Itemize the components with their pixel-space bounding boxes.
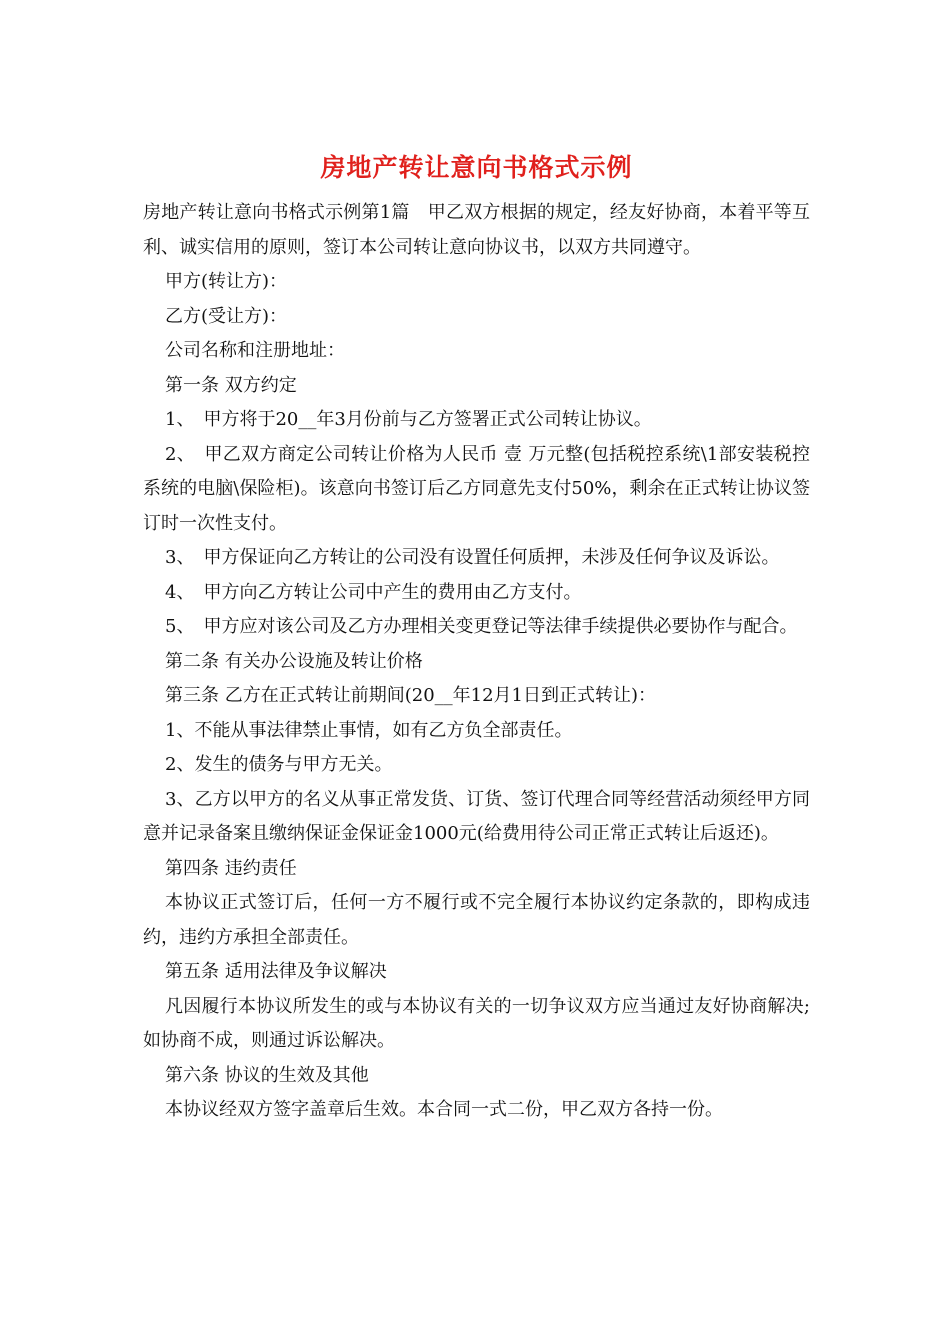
paragraph-7: 2、 甲乙双方商定公司转让价格为人民币 壹 万元整(包括税控系统\1部安装税控系统的电脑\保险柜)。该意向书签订后乙方同意先支付50%，剩余在正式转让协议签订时一次性支付。 (143, 443, 810, 534)
paragraph-6: 1、 甲方将于20__年3月份前与乙方签署正式公司转让协议。 (165, 409, 652, 430)
paragraph-2: 甲方(转让方)： (165, 271, 288, 292)
paragraph-19: 凡因履行本协议所发生的或与本协议有关的一切争议双方应当通过友好协商解决;如协商不成，则通过诉讼解决。 (143, 995, 810, 1051)
paragraph-3: 乙方(受让方)： (165, 305, 288, 327)
section-heading-6: 第六条 协议的生效及其他 (165, 1064, 369, 1086)
document-body (143, 196, 810, 1128)
paragraph-21: 本协议经双方签字盖章后生效。本合同一式二份，甲乙双方各持一份。 (165, 1099, 723, 1120)
paragraph-9: 4、 甲方向乙方转让公司中产生的费用由乙方支付。 (165, 581, 582, 603)
paragraph-1: 房地产转让意向书格式示例第1篇 甲乙双方根据的规定，经友好协商，本着平等互利、诚实信用的原则，签订本公司转让意向协议书，以双方共同遵守。 (143, 202, 810, 258)
paragraph-17: 本协议正式签订后，任何一方不履行或不完全履行本协议约定条款的，即构成违约，违约方承担全部责任。 (143, 892, 810, 948)
paragraph-13: 1、不能从事法律禁止事情，如有乙方负全部责任。 (165, 719, 573, 741)
section-heading-2: 第二条 有关办公设施及转让价格 (165, 650, 423, 672)
paragraph-8: 3、 甲方保证向乙方转让的公司没有设置任何质押，未涉及任何争议及诉讼。 (165, 547, 780, 568)
paragraph-10: 5、 甲方应对该公司及乙方办理相关变更登记等法律手续提供必要协作与配合。 (165, 616, 798, 637)
section-heading-5: 第五条 适用法律及争议解决 (165, 961, 387, 982)
paragraph-15: 3、乙方以甲方的名义从事正常发货、订货、签订代理合同等经营活动须经甲方同意并记录备案且缴纳保证金保证金1000元(给费用待公司正常正式转让后返还)。 (143, 788, 810, 844)
section-heading-1: 第一条 双方约定 (165, 374, 297, 396)
section-heading-3: 第三条 乙方在正式转让前期间(20__年12月1日到正式转让)： (165, 685, 657, 706)
document-title: 房地产转让意向书格式示例 (320, 153, 633, 182)
section-heading-4: 第四条 违约责任 (165, 857, 297, 879)
paragraph-4: 公司名称和注册地址： (165, 340, 345, 361)
paragraph-14: 2、发生的债务与甲方无关。 (165, 754, 393, 775)
